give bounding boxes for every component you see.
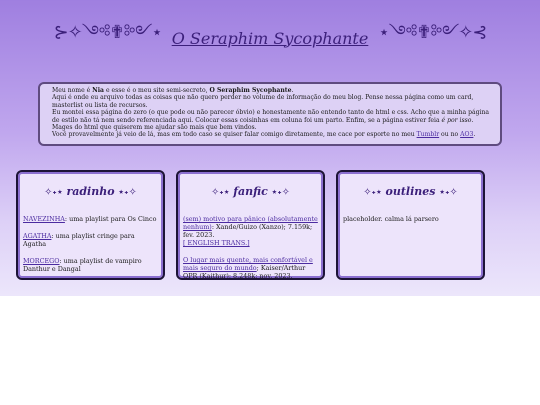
- playlist-link-navezinha[interactable]: NAVEZINHA: [23, 215, 65, 223]
- placeholder-text: placeholder. calma lá parsero: [343, 215, 439, 223]
- card-fanfic: [176, 170, 325, 280]
- sparkle-icon: ⋆˖✧: [114, 187, 137, 198]
- fanfic-link-sem-motivo[interactable]: (sem) motivo para pânico (absolutamente nenhum): [183, 215, 318, 231]
- ornament-right-icon: ⋆༺✟༻✧⊰: [378, 22, 487, 43]
- playlist-link-agatha[interactable]: AGATHA: [23, 232, 52, 240]
- site-name: O Seraphim Sycophante: [209, 87, 292, 94]
- card-title-fanfic: ✧˖⋆ fanfic ⋆˖✧: [210, 185, 291, 198]
- card-outlines: [336, 170, 485, 280]
- intro-box: [38, 82, 502, 146]
- emphasis-text: é por isso: [441, 116, 472, 124]
- site-title-link[interactable]: O Seraphim Sycophante: [171, 28, 369, 48]
- card-radinho: [16, 170, 165, 280]
- sparkle-icon: ⋆˖✧: [435, 187, 458, 198]
- list-item: O lugar mais quente, mais confortável e mais seguro do mundo; Kaiser/Arthur QPR (Kaithur); 8.248k; nov. 2023.: [183, 256, 313, 280]
- sparkle-icon: ✧˖⋆: [363, 187, 386, 198]
- author-name: Nia: [92, 87, 105, 94]
- ornament-left-icon: ⊱✧༺✟༻⋆: [53, 22, 162, 43]
- intro-line-3: Eu montei essa página do zero (o que pode ou não parecer óbvio) e honestamente não entendo tanto de html e css. Acho que a minha página de estilo não tá nem sendo referenciada aqui. Colocar essas coisinhas em coluna foi um parto. Enfim, se a página estiver feia é por isso. Mages do html que quiserem me ajudar são mais que bem vindos.: [52, 109, 490, 132]
- site-header: [0, 18, 540, 58]
- card-title-outlines: ✧˖⋆ outlines ⋆˖✧: [363, 185, 458, 198]
- sparkle-icon: ✧˖⋆: [44, 187, 67, 198]
- tumblr-link[interactable]: Tumblr: [416, 131, 440, 139]
- list-item: (sem) motivo para pânico (absolutamente nenhum): Xande/Guizo (Xanzo); 7.159k; fev. 2023. [ ENGLISH TRANS.]: [183, 215, 318, 247]
- sparkle-icon: ⋆˖✧: [267, 187, 291, 198]
- list-item: NAVEZINHA: uma playlist para Os Cinco: [23, 215, 157, 223]
- ao3-link[interactable]: AO3: [460, 131, 474, 139]
- card-title-radinho: ✧˖⋆ radinho ⋆˖✧: [44, 185, 137, 198]
- playlist-link-morcego[interactable]: MORCEGO: [23, 257, 60, 265]
- list-item: AGATHA: uma playlist cringe para Agatha: [23, 232, 135, 248]
- intro-line-1: Meu nome é Nia e esse é o meu site semi-secreto, O Seraphim Sycophante.: [52, 87, 294, 94]
- intro-line-4: Você provavelmente já veio de lá, mas em todo caso se quiser falar comigo diretamente, me cace por esporte no meu Tumblr ou no AO3.: [52, 131, 476, 139]
- fanfic-link-o-lugar[interactable]: O lugar mais quente, mais confortável e mais seguro do mundo: [183, 256, 313, 272]
- english-translation-link[interactable]: [ ENGLISH TRANS.]: [183, 239, 250, 247]
- list-item: MORCEGO: uma playlist de vampiro Danthur e Dangal: [23, 257, 142, 273]
- sparkle-icon: ✧˖⋆: [210, 187, 234, 198]
- intro-line-2: Aqui é onde eu arquivo todas as coisas que não quero perder no volume de informação do meu blog. Pense nessa página como um card, masterlist ou lista de recursos.: [52, 94, 474, 109]
- list-item: [343, 215, 478, 223]
